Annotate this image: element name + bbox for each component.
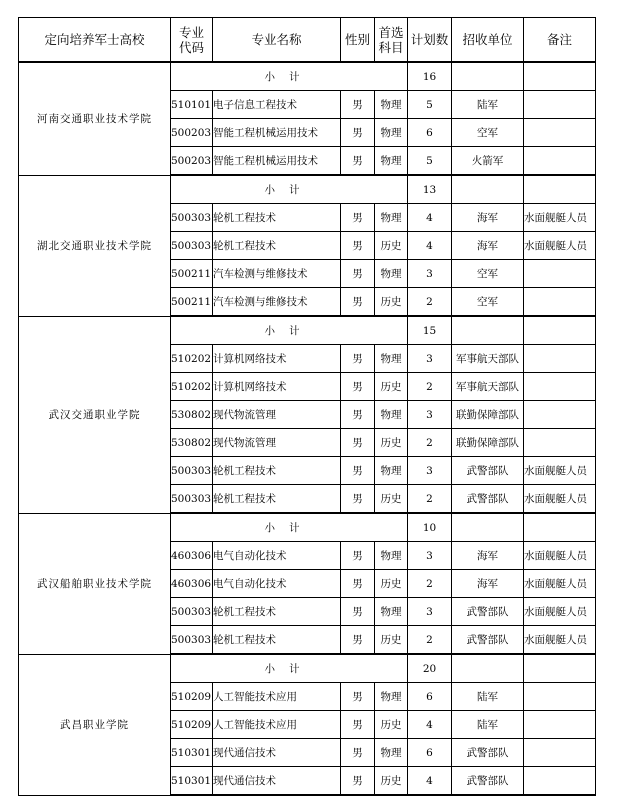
gender-cell: 男 xyxy=(341,711,375,739)
enrollment-plan-table xyxy=(18,17,596,796)
gender-cell: 男 xyxy=(341,373,375,401)
note-cell: 水面舰艇人员 xyxy=(524,232,596,260)
note-cell: 水面舰艇人员 xyxy=(524,204,596,232)
note-cell xyxy=(524,373,596,401)
subject-cell: 物理 xyxy=(375,345,408,373)
gender-cell: 男 xyxy=(341,570,375,598)
major-name-cell: 轮机工程技术 xyxy=(213,626,341,655)
subject-cell: 物理 xyxy=(375,260,408,288)
recruiting-unit-cell: 武警部队 xyxy=(452,598,524,626)
major-name-cell: 现代通信技术 xyxy=(213,767,341,796)
note-cell xyxy=(524,147,596,176)
plan-count-cell: 3 xyxy=(408,542,452,570)
subtotal-label: 小计 xyxy=(171,654,408,683)
recruiting-unit-cell: 军事航天部队 xyxy=(452,373,524,401)
gender-cell: 男 xyxy=(341,626,375,655)
major-name-cell: 轮机工程技术 xyxy=(213,485,341,514)
recruiting-unit-cell: 武警部队 xyxy=(452,626,524,655)
recruiting-unit-cell: 海军 xyxy=(452,570,524,598)
major-name-cell: 电气自动化技术 xyxy=(213,570,341,598)
subtotal-unit-empty xyxy=(452,316,524,345)
recruiting-unit-cell: 火箭军 xyxy=(452,147,524,176)
plan-count-cell: 5 xyxy=(408,91,452,119)
major-name-cell: 现代物流管理 xyxy=(213,429,341,457)
note-cell xyxy=(524,345,596,373)
note-cell xyxy=(524,739,596,767)
note-cell xyxy=(524,91,596,119)
subtotal-note-empty xyxy=(524,316,596,345)
subject-cell: 历史 xyxy=(375,232,408,260)
plan-count-cell: 4 xyxy=(408,711,452,739)
major-code-cell: 500211 xyxy=(171,288,213,317)
recruiting-unit-cell: 陆军 xyxy=(452,711,524,739)
note-cell xyxy=(524,767,596,796)
plan-count-cell: 3 xyxy=(408,598,452,626)
header-code xyxy=(171,18,213,63)
plan-count-cell: 2 xyxy=(408,570,452,598)
gender-cell: 男 xyxy=(341,260,375,288)
header-code-line2: 代码 xyxy=(178,39,204,55)
plan-count-cell: 2 xyxy=(408,429,452,457)
gender-cell: 男 xyxy=(341,91,375,119)
major-code-cell: 460306 xyxy=(171,542,213,570)
major-name-cell: 电子信息工程技术 xyxy=(213,91,341,119)
note-cell: 水面舰艇人员 xyxy=(524,598,596,626)
subject-cell: 历史 xyxy=(375,373,408,401)
subject-cell: 物理 xyxy=(375,401,408,429)
gender-cell: 男 xyxy=(341,457,375,485)
header-subject-line1: 首选 xyxy=(378,24,404,40)
plan-count-cell: 2 xyxy=(408,626,452,655)
major-name-cell: 汽车检测与维修技术 xyxy=(213,260,341,288)
plan-count-cell: 2 xyxy=(408,485,452,514)
gender-cell: 男 xyxy=(341,485,375,514)
subtotal-row xyxy=(19,513,596,542)
plan-count-cell: 2 xyxy=(408,373,452,401)
header-subject-line2: 科目 xyxy=(378,39,404,55)
plan-count-cell: 3 xyxy=(408,401,452,429)
major-name-cell: 轮机工程技术 xyxy=(213,457,341,485)
subtotal-row xyxy=(19,316,596,345)
major-name-cell: 计算机网络技术 xyxy=(213,345,341,373)
subject-cell: 物理 xyxy=(375,598,408,626)
major-code-cell: 500303 xyxy=(171,204,213,232)
subtotal-unit-empty xyxy=(452,654,524,683)
gender-cell: 男 xyxy=(341,232,375,260)
plan-count-cell: 3 xyxy=(408,345,452,373)
subtotal-value: 10 xyxy=(408,513,452,542)
plan-count-cell: 6 xyxy=(408,683,452,711)
recruiting-unit-cell: 海军 xyxy=(452,232,524,260)
subtotal-row xyxy=(19,62,596,91)
subject-cell: 历史 xyxy=(375,711,408,739)
subject-cell: 物理 xyxy=(375,147,408,176)
subtotal-row xyxy=(19,175,596,204)
plan-count-cell: 3 xyxy=(408,457,452,485)
recruiting-unit-cell: 武警部队 xyxy=(452,739,524,767)
recruiting-unit-cell: 联勤保障部队 xyxy=(452,429,524,457)
major-name-cell: 现代通信技术 xyxy=(213,739,341,767)
major-name-cell: 人工智能技术应用 xyxy=(213,683,341,711)
gender-cell: 男 xyxy=(341,598,375,626)
major-code-cell: 500303 xyxy=(171,626,213,655)
note-cell xyxy=(524,288,596,317)
major-code-cell: 510202 xyxy=(171,345,213,373)
major-code-cell: 460306 xyxy=(171,570,213,598)
note-cell xyxy=(524,119,596,147)
recruiting-unit-cell: 海军 xyxy=(452,542,524,570)
subject-cell: 物理 xyxy=(375,739,408,767)
subtotal-row xyxy=(19,654,596,683)
school-name: 武昌职业学院 xyxy=(19,654,171,795)
gender-cell: 男 xyxy=(341,401,375,429)
subtotal-note-empty xyxy=(524,513,596,542)
subtotal-unit-empty xyxy=(452,175,524,204)
recruiting-unit-cell: 武警部队 xyxy=(452,485,524,514)
subject-cell: 物理 xyxy=(375,457,408,485)
major-code-cell: 510301 xyxy=(171,739,213,767)
header-major: 专业名称 xyxy=(213,18,341,63)
gender-cell: 男 xyxy=(341,429,375,457)
subtotal-label: 小计 xyxy=(171,513,408,542)
subtotal-label: 小计 xyxy=(171,62,408,91)
header-gender: 性别 xyxy=(341,18,375,63)
plan-count-cell: 5 xyxy=(408,147,452,176)
subject-cell: 历史 xyxy=(375,767,408,796)
header-note: 备注 xyxy=(524,18,596,63)
plan-count-cell: 3 xyxy=(408,260,452,288)
recruiting-unit-cell: 武警部队 xyxy=(452,767,524,796)
major-code-cell: 500303 xyxy=(171,232,213,260)
major-code-cell: 510209 xyxy=(171,711,213,739)
note-cell xyxy=(524,429,596,457)
subject-cell: 物理 xyxy=(375,91,408,119)
subtotal-label: 小计 xyxy=(171,316,408,345)
recruiting-unit-cell: 陆军 xyxy=(452,91,524,119)
school-name: 湖北交通职业技术学院 xyxy=(19,175,171,316)
recruiting-unit-cell: 联勤保障部队 xyxy=(452,401,524,429)
plan-body xyxy=(19,62,596,795)
subtotal-note-empty xyxy=(524,175,596,204)
subtotal-value: 13 xyxy=(408,175,452,204)
header-school: 定向培养军士高校 xyxy=(19,18,171,63)
recruiting-unit-cell: 军事航天部队 xyxy=(452,345,524,373)
note-cell: 水面舰艇人员 xyxy=(524,542,596,570)
subject-cell: 历史 xyxy=(375,485,408,514)
note-cell xyxy=(524,401,596,429)
recruiting-unit-cell: 海军 xyxy=(452,204,524,232)
note-cell: 水面舰艇人员 xyxy=(524,570,596,598)
major-code-cell: 500211 xyxy=(171,260,213,288)
major-code-cell: 510101 xyxy=(171,91,213,119)
plan-count-cell: 4 xyxy=(408,767,452,796)
gender-cell: 男 xyxy=(341,204,375,232)
major-name-cell: 轮机工程技术 xyxy=(213,598,341,626)
header-plan: 计划数 xyxy=(408,18,452,63)
subtotal-unit-empty xyxy=(452,62,524,91)
recruiting-unit-cell: 陆军 xyxy=(452,683,524,711)
gender-cell: 男 xyxy=(341,288,375,317)
gender-cell: 男 xyxy=(341,147,375,176)
major-code-cell: 530802 xyxy=(171,429,213,457)
major-name-cell: 现代物流管理 xyxy=(213,401,341,429)
major-code-cell: 500203 xyxy=(171,119,213,147)
note-cell: 水面舰艇人员 xyxy=(524,457,596,485)
major-name-cell: 电气自动化技术 xyxy=(213,542,341,570)
major-name-cell: 轮机工程技术 xyxy=(213,204,341,232)
plan-count-cell: 6 xyxy=(408,739,452,767)
header-code-line1: 专业 xyxy=(178,24,204,40)
subtotal-label: 小计 xyxy=(171,175,408,204)
plan-count-cell: 4 xyxy=(408,204,452,232)
major-name-cell: 智能工程机械运用技术 xyxy=(213,119,341,147)
subject-cell: 物理 xyxy=(375,542,408,570)
school-name: 河南交通职业技术学院 xyxy=(19,62,171,175)
note-cell xyxy=(524,260,596,288)
header-unit: 招收单位 xyxy=(452,18,524,63)
gender-cell: 男 xyxy=(341,119,375,147)
subtotal-unit-empty xyxy=(452,513,524,542)
major-code-cell: 510209 xyxy=(171,683,213,711)
major-code-cell: 500303 xyxy=(171,598,213,626)
major-name-cell: 智能工程机械运用技术 xyxy=(213,147,341,176)
subject-cell: 物理 xyxy=(375,119,408,147)
note-cell: 水面舰艇人员 xyxy=(524,626,596,655)
subject-cell: 历史 xyxy=(375,570,408,598)
subtotal-value: 20 xyxy=(408,654,452,683)
gender-cell: 男 xyxy=(341,739,375,767)
recruiting-unit-cell: 空军 xyxy=(452,288,524,317)
note-cell: 水面舰艇人员 xyxy=(524,485,596,514)
major-name-cell: 人工智能技术应用 xyxy=(213,711,341,739)
header-row xyxy=(19,18,596,63)
major-code-cell: 510202 xyxy=(171,373,213,401)
subject-cell: 物理 xyxy=(375,683,408,711)
gender-cell: 男 xyxy=(341,683,375,711)
subject-cell: 历史 xyxy=(375,429,408,457)
major-name-cell: 计算机网络技术 xyxy=(213,373,341,401)
recruiting-unit-cell: 武警部队 xyxy=(452,457,524,485)
major-code-cell: 500303 xyxy=(171,485,213,514)
recruiting-unit-cell: 空军 xyxy=(452,119,524,147)
major-code-cell: 510301 xyxy=(171,767,213,796)
subtotal-note-empty xyxy=(524,654,596,683)
plan-count-cell: 6 xyxy=(408,119,452,147)
major-code-cell: 500203 xyxy=(171,147,213,176)
plan-count-cell: 2 xyxy=(408,288,452,317)
gender-cell: 男 xyxy=(341,767,375,796)
subtotal-note-empty xyxy=(524,62,596,91)
recruiting-unit-cell: 空军 xyxy=(452,260,524,288)
major-name-cell: 轮机工程技术 xyxy=(213,232,341,260)
major-code-cell: 530802 xyxy=(171,401,213,429)
gender-cell: 男 xyxy=(341,345,375,373)
note-cell xyxy=(524,711,596,739)
note-cell xyxy=(524,683,596,711)
school-name: 武汉交通职业学院 xyxy=(19,316,171,513)
school-name: 武汉船舶职业技术学院 xyxy=(19,513,171,654)
major-code-cell: 500303 xyxy=(171,457,213,485)
subject-cell: 物理 xyxy=(375,204,408,232)
header-subject xyxy=(375,18,408,63)
major-name-cell: 汽车检测与维修技术 xyxy=(213,288,341,317)
subtotal-value: 15 xyxy=(408,316,452,345)
gender-cell: 男 xyxy=(341,542,375,570)
plan-count-cell: 4 xyxy=(408,232,452,260)
subject-cell: 历史 xyxy=(375,288,408,317)
subtotal-value: 16 xyxy=(408,62,452,91)
subject-cell: 历史 xyxy=(375,626,408,655)
